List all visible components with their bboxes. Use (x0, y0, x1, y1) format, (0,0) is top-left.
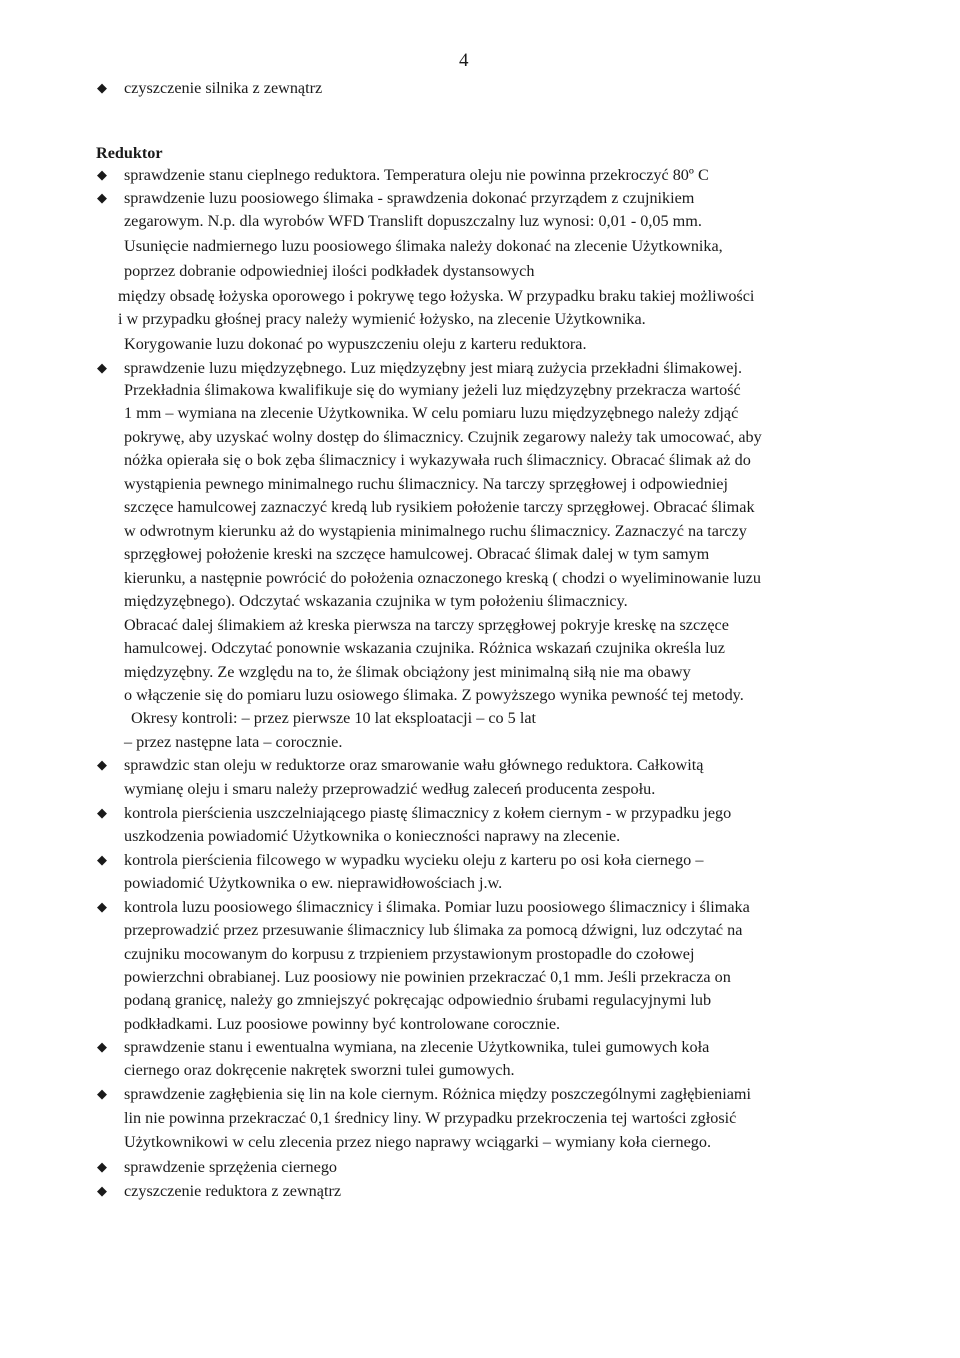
text-line: kontrola pierścienia filcowego w wypadku wycieku oleju z karteru po osi koła ciernego – (124, 851, 704, 869)
text-line: hamulcowej. Odczytać ponownie wskazania czujnika. Różnica wskazań czujnika określa luz (124, 639, 725, 657)
text-line: czujniku mocowanym do korpusu z trzpieniem przystawionym prostopadle do czołowej (124, 945, 695, 963)
text-line: poprzez dobranie odpowiedniej ilości podkładek dystansowych (124, 262, 535, 280)
bullet-icon: ◆ (97, 757, 107, 772)
text-line: Korygowanie luzu dokonać po wypuszczeniu oleju z karteru reduktora. (124, 335, 587, 353)
text-line: kontrola pierścienia uszczelniającego piastę ślimacznicy z kołem ciernym - w przypadku jego (124, 804, 732, 822)
text-line: międzyzębnego). Odczytać wskazania czujnika w tym położeniu ślimacznicy. (124, 592, 628, 610)
text-line: sprawdzic stan oleju w reduktorze oraz smarowanie wału głównego reduktora. Całkowitą (124, 756, 704, 774)
text-line: Obracać dalej ślimakiem aż kreska pierwsza na tarczy sprzęgłowej pokryje kreskę na szczęce (124, 616, 729, 634)
text-line: sprawdzenie luzu poosiowego ślimaka - sprawdzenia dokonać przyrządem z czujnikiem (124, 189, 695, 207)
section-title: Reduktor (96, 144, 163, 162)
text-line: i w przypadku głośnej pracy należy wymienić łożysko, na zlecenie Użytkownika. (118, 310, 646, 328)
text-line: powierzchni obrabianej. Luz poosiowy nie powinien przekraczać 0,1 mm. Jeśli przekracza on (124, 968, 731, 986)
text-line: sprawdzenie stanu i ewentualna wymiana, na zlecenie Użytkownika, tulei gumowych koła (124, 1038, 710, 1056)
text-line: podkładkami. Luz poosiowe powinny być kontrolowane corocznie. (124, 1015, 561, 1033)
text-line: o włączenie się do pomiaru luzu osiowego ślimaka. Z powyższego wynika pewność tej metody. (124, 686, 744, 704)
text-line: w odwrotnym kierunku aż do wystąpienia minimalnego ruchu ślimacznicy. Zaznaczyć na tarczy (124, 522, 747, 540)
text-line: przeprowadzić przez przesuwanie ślimacznicy lub ślimaka za pomocą dźwigni, luz odczytać na (124, 921, 743, 939)
text-line: kierunku, a następnie powrócić do położenia oznaczonego kreską ( chodzi o wyeliminowanie luzu (124, 569, 761, 587)
bullet-icon: ◆ (97, 360, 107, 375)
text-line: uszkodzenia powiadomić Użytkownika o konieczności naprawy na zlecenie. (124, 827, 621, 845)
text-line: sprzęgłowej położenie kreski na szczęce hamulcowej. Obracać ślimak dalej w tym samym (124, 545, 710, 563)
text-line: pokrywę, aby uzyskać wolny dostęp do ślimacznicy. Czujnik zegarowy należy tak umocować, aby (124, 428, 762, 446)
text-line: kontrola luzu poosiowego ślimacznicy i ślimaka. Pomiar luzu poosiowego ślimacznicy i ślimaka (124, 898, 750, 916)
text-line: wymianę oleju i smaru należy przeprowadzić według zaleceń producenta zespołu. (124, 780, 656, 798)
text-line: zegarowym. N.p. dla wyrobów WFD Translift dopuszczalny luz wynosi: 0,01 - 0,05 mm. (124, 212, 702, 230)
intro-item: czyszczenie silnika z zewnątrz (124, 79, 323, 97)
text-line: Użytkownikowi w celu zlecenia przez niego naprawy wciągarki – wymiany koła ciernego. (124, 1133, 712, 1151)
text-line: sprawdzenie luzu międzyzębnego. Luz międzyzębny jest miarą zużycia przekładni ślimakowej. (124, 359, 743, 377)
bullet-icon: ◆ (97, 190, 107, 205)
text-line: między obsadę łożyska oporowego i pokrywę tego łożyska. W przypadku braku takiej możliwości (118, 287, 755, 305)
bullet-icon: ◆ (97, 1086, 107, 1101)
text-line: lin nie powinna przekraczać 0,1 średnicy liny. W przypadku przekroczenia tej wartości zgłosić (124, 1109, 737, 1127)
text-line: sprawdzenie sprzężenia ciernego (124, 1158, 338, 1176)
text-line: powiadomić Użytkownika o ew. nieprawidłowościach j.w. (124, 874, 503, 892)
bullet-icon: ◆ (97, 805, 107, 820)
text-line: 1 mm – wymiana na zlecenie Użytkownika. W celu pomiaru luzu międzyzębnego należy zdjąć (124, 404, 739, 422)
text-line: Okresy kontroli: – przez pierwsze 10 lat eksploatacji – co 5 lat (131, 709, 537, 727)
text-line: nóżka opierała się o bok zęba ślimacznicy i wykazywała ruch ślimacznicy. Obracać ślimak aż do (124, 451, 751, 469)
page-number: 4 (459, 50, 469, 71)
text-line: Przekładnia ślimakowa kwalifikuje się do wymiany jeżeli luz międzyzębny przekracza wartość (124, 381, 741, 399)
text-line: Usunięcie nadmiernego luzu poosiowego ślimaka należy dokonać na zlecenie Użytkownika, (124, 237, 723, 255)
bullet-icon: ◆ (97, 1183, 107, 1198)
text-line: wystąpienia pewnego minimalnego ruchu ślimacznicy. Na tarczy sprzęgłowej i odpowiedniej (124, 475, 728, 493)
bullet-icon: ◆ (97, 80, 107, 95)
bullet-icon: ◆ (97, 1159, 107, 1174)
bullet-icon: ◆ (97, 852, 107, 867)
text-line: międzyzębny. Ze względu na to, że ślimak obciążony jest minimalną siłą nie ma obawy (124, 663, 691, 681)
bullet-icon: ◆ (97, 1039, 107, 1054)
bullet-icon: ◆ (97, 899, 107, 914)
text-line: szczęce hamulcowej zaznaczyć kredą lub rysikiem położenie tarczy sprzęgłowej. Obracać ślimak (124, 498, 755, 516)
text-line: sprawdzenie stanu cieplnego reduktora. Temperatura oleju nie powinna przekroczyć 80º C (124, 166, 709, 184)
text-line: sprawdzenie zagłębienia się lin na kole ciernym. Różnica między poszczególnymi zagłębieniami (124, 1085, 752, 1103)
text-line: ciernego oraz dokręcenie nakrętek sworzni tulei gumowych. (124, 1061, 515, 1079)
text-line: podaną granicę, należy go zmniejszyć pokręcając odpowiednio śrubami regulacyjnymi lub (124, 991, 712, 1009)
bullet-icon: ◆ (97, 167, 107, 182)
text-line: czyszczenie reduktora z zewnątrz (124, 1182, 342, 1200)
text-line: – przez następne lata – corocznie. (124, 733, 343, 751)
